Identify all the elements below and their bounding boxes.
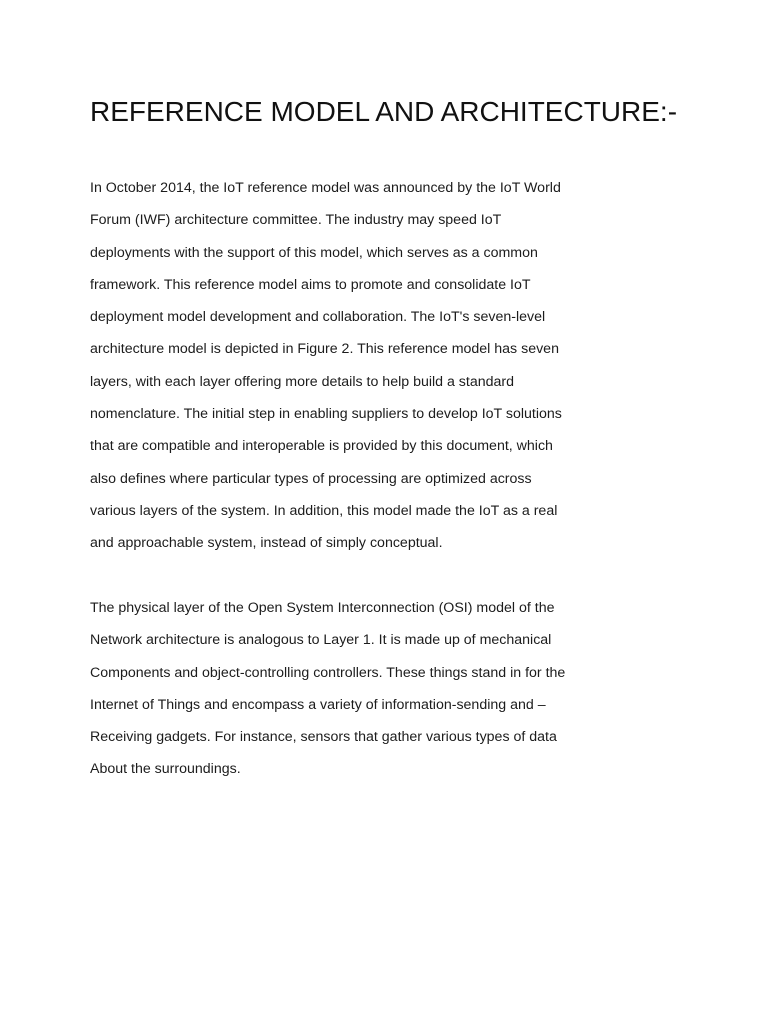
paragraph-line: layers, with each layer offering more details to help build a standard	[90, 373, 515, 390]
paragraph-line: In October 2014, the IoT reference model was announced by the IoT World	[90, 180, 561, 196]
page-title: REFERENCE MODEL AND ARCHITECTURE:-	[90, 96, 678, 127]
paragraph-line: deployment model development and collaboration. The IoT's seven-level	[90, 309, 546, 326]
paragraph-line: About the surroundings.	[90, 761, 241, 778]
paragraph-line: also defines where particular types of processing are optimized across	[90, 470, 532, 487]
paragraph-line: and approachable system, instead of simply conceptual.	[90, 535, 443, 552]
paragraph-physical-layer	[90, 592, 565, 786]
paragraph-line: framework. This reference model aims to promote and consolidate IoT	[90, 276, 531, 293]
paragraph-iot-reference-model	[90, 172, 562, 560]
paragraph-line: architecture model is depicted in Figure 2. This reference model has seven	[90, 341, 559, 358]
paragraph-line: deployments with the support of this model, which serves as a common	[90, 244, 538, 261]
paragraph-line: various layers of the system. In addition, this model made the IoT as a real	[90, 502, 558, 519]
paragraph-line: that are compatible and interoperable is provided by this document, which	[90, 438, 553, 455]
paragraph-line: Receiving gadgets. For instance, sensors that gather various types of data	[90, 729, 557, 746]
paragraph-line: Internet of Things and encompass a variety of information-sending and –	[90, 696, 546, 713]
paragraph-line: The physical layer of the Open System Interconnection (OSI) model of the	[90, 600, 555, 616]
paragraph-line: Components and object-controlling controllers. These things stand in for the	[90, 664, 566, 681]
paragraph-line: Forum (IWF) architecture committee. The industry may speed IoT	[90, 212, 502, 229]
paragraph-line: Network architecture is analogous to Layer 1. It is made up of mechanical	[90, 632, 552, 649]
paragraph-line: nomenclature. The initial step in enabling suppliers to develop IoT solutions	[90, 406, 562, 423]
